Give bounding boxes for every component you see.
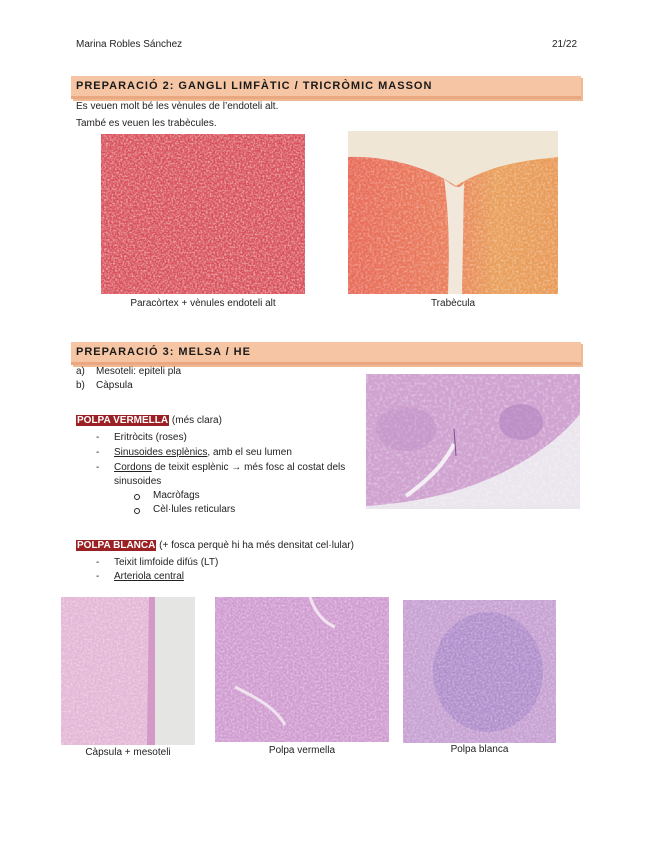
item-cords-continuation: sinusoides [114,476,162,487]
paracortex-micrograph [101,134,305,294]
item-reticular-cells: Cèl·lules reticulars [153,504,236,515]
cords-rest: de teixit esplènic → més fosc al costat dels [151,462,346,473]
capsule-mesothelium-micrograph [61,597,195,745]
item-lymphoid-tissue: Teixit limfoide difús (LT) [114,557,219,568]
spleen-overview-micrograph [366,374,580,509]
sinusoids-term: Sinusoides esplènics [114,447,208,458]
sinusoids-rest: , amb el seu lumen [207,447,292,458]
caption-trabecula: Trabècula [430,298,476,309]
item-macrophages: Macròfags [153,490,200,501]
caption-red-pulp: Polpa vermella [268,745,336,756]
white-pulp-micrograph [403,600,556,743]
white-pulp-note: (+ fosca perquè hi ha més densitat cel·lular) [159,540,354,551]
red-pulp-note: (més clara) [171,415,222,426]
list-marker-b: b) [76,380,85,391]
list-item-mesoteli: Mesoteli: epiteli pla [96,366,182,377]
section2-line1: Es veuen molt bé les vènules de l’endoteli alt. [76,101,279,112]
section-title: PREPARACIÓ 2: GANGLI LIMFÀTIC / TRICRÒMIC MASSON [76,80,433,92]
dash-bullet: - [96,557,100,568]
circle-bullet-icon [134,494,140,500]
red-pulp-micrograph [215,597,389,742]
section2-line2: També es veuen les trabècules. [76,118,217,129]
section-heading-preparacio-2 [71,76,581,99]
dash-bullet: - [96,447,100,458]
item-erythrocytes: Eritròcits (roses) [114,432,187,443]
dash-bullet: - [96,571,100,582]
item-cords [114,462,345,474]
header-author: Marina Robles Sánchez [76,39,183,50]
header-page-number: 21/22 [552,39,578,50]
caption-white-pulp: Polpa blanca [450,744,509,755]
white-pulp-tag: POLPA BLANCA [77,540,156,551]
white-pulp-heading [76,540,354,552]
caption-capsule: Càpsula + mesoteli [85,747,171,758]
list-item-capsula: Càpsula [96,380,133,391]
section-heading-preparacio-3 [71,342,581,365]
cords-term: Cordons [114,462,152,473]
dash-bullet: - [96,462,100,473]
trabecula-micrograph [348,131,558,294]
red-pulp-tag: POLPA VERMELLA [77,415,169,426]
caption-paracortex: Paracòrtex + vènules endoteli alt [130,298,276,309]
circle-bullet-icon [134,508,140,514]
section-title: PREPARACIÓ 3: MELSA / HE [76,346,251,358]
red-pulp-heading [76,415,222,427]
list-marker-a: a) [76,366,85,377]
item-central-arteriole: Arteriola central [114,571,185,582]
item-sinusoids [114,447,292,459]
dash-bullet: - [96,432,100,443]
